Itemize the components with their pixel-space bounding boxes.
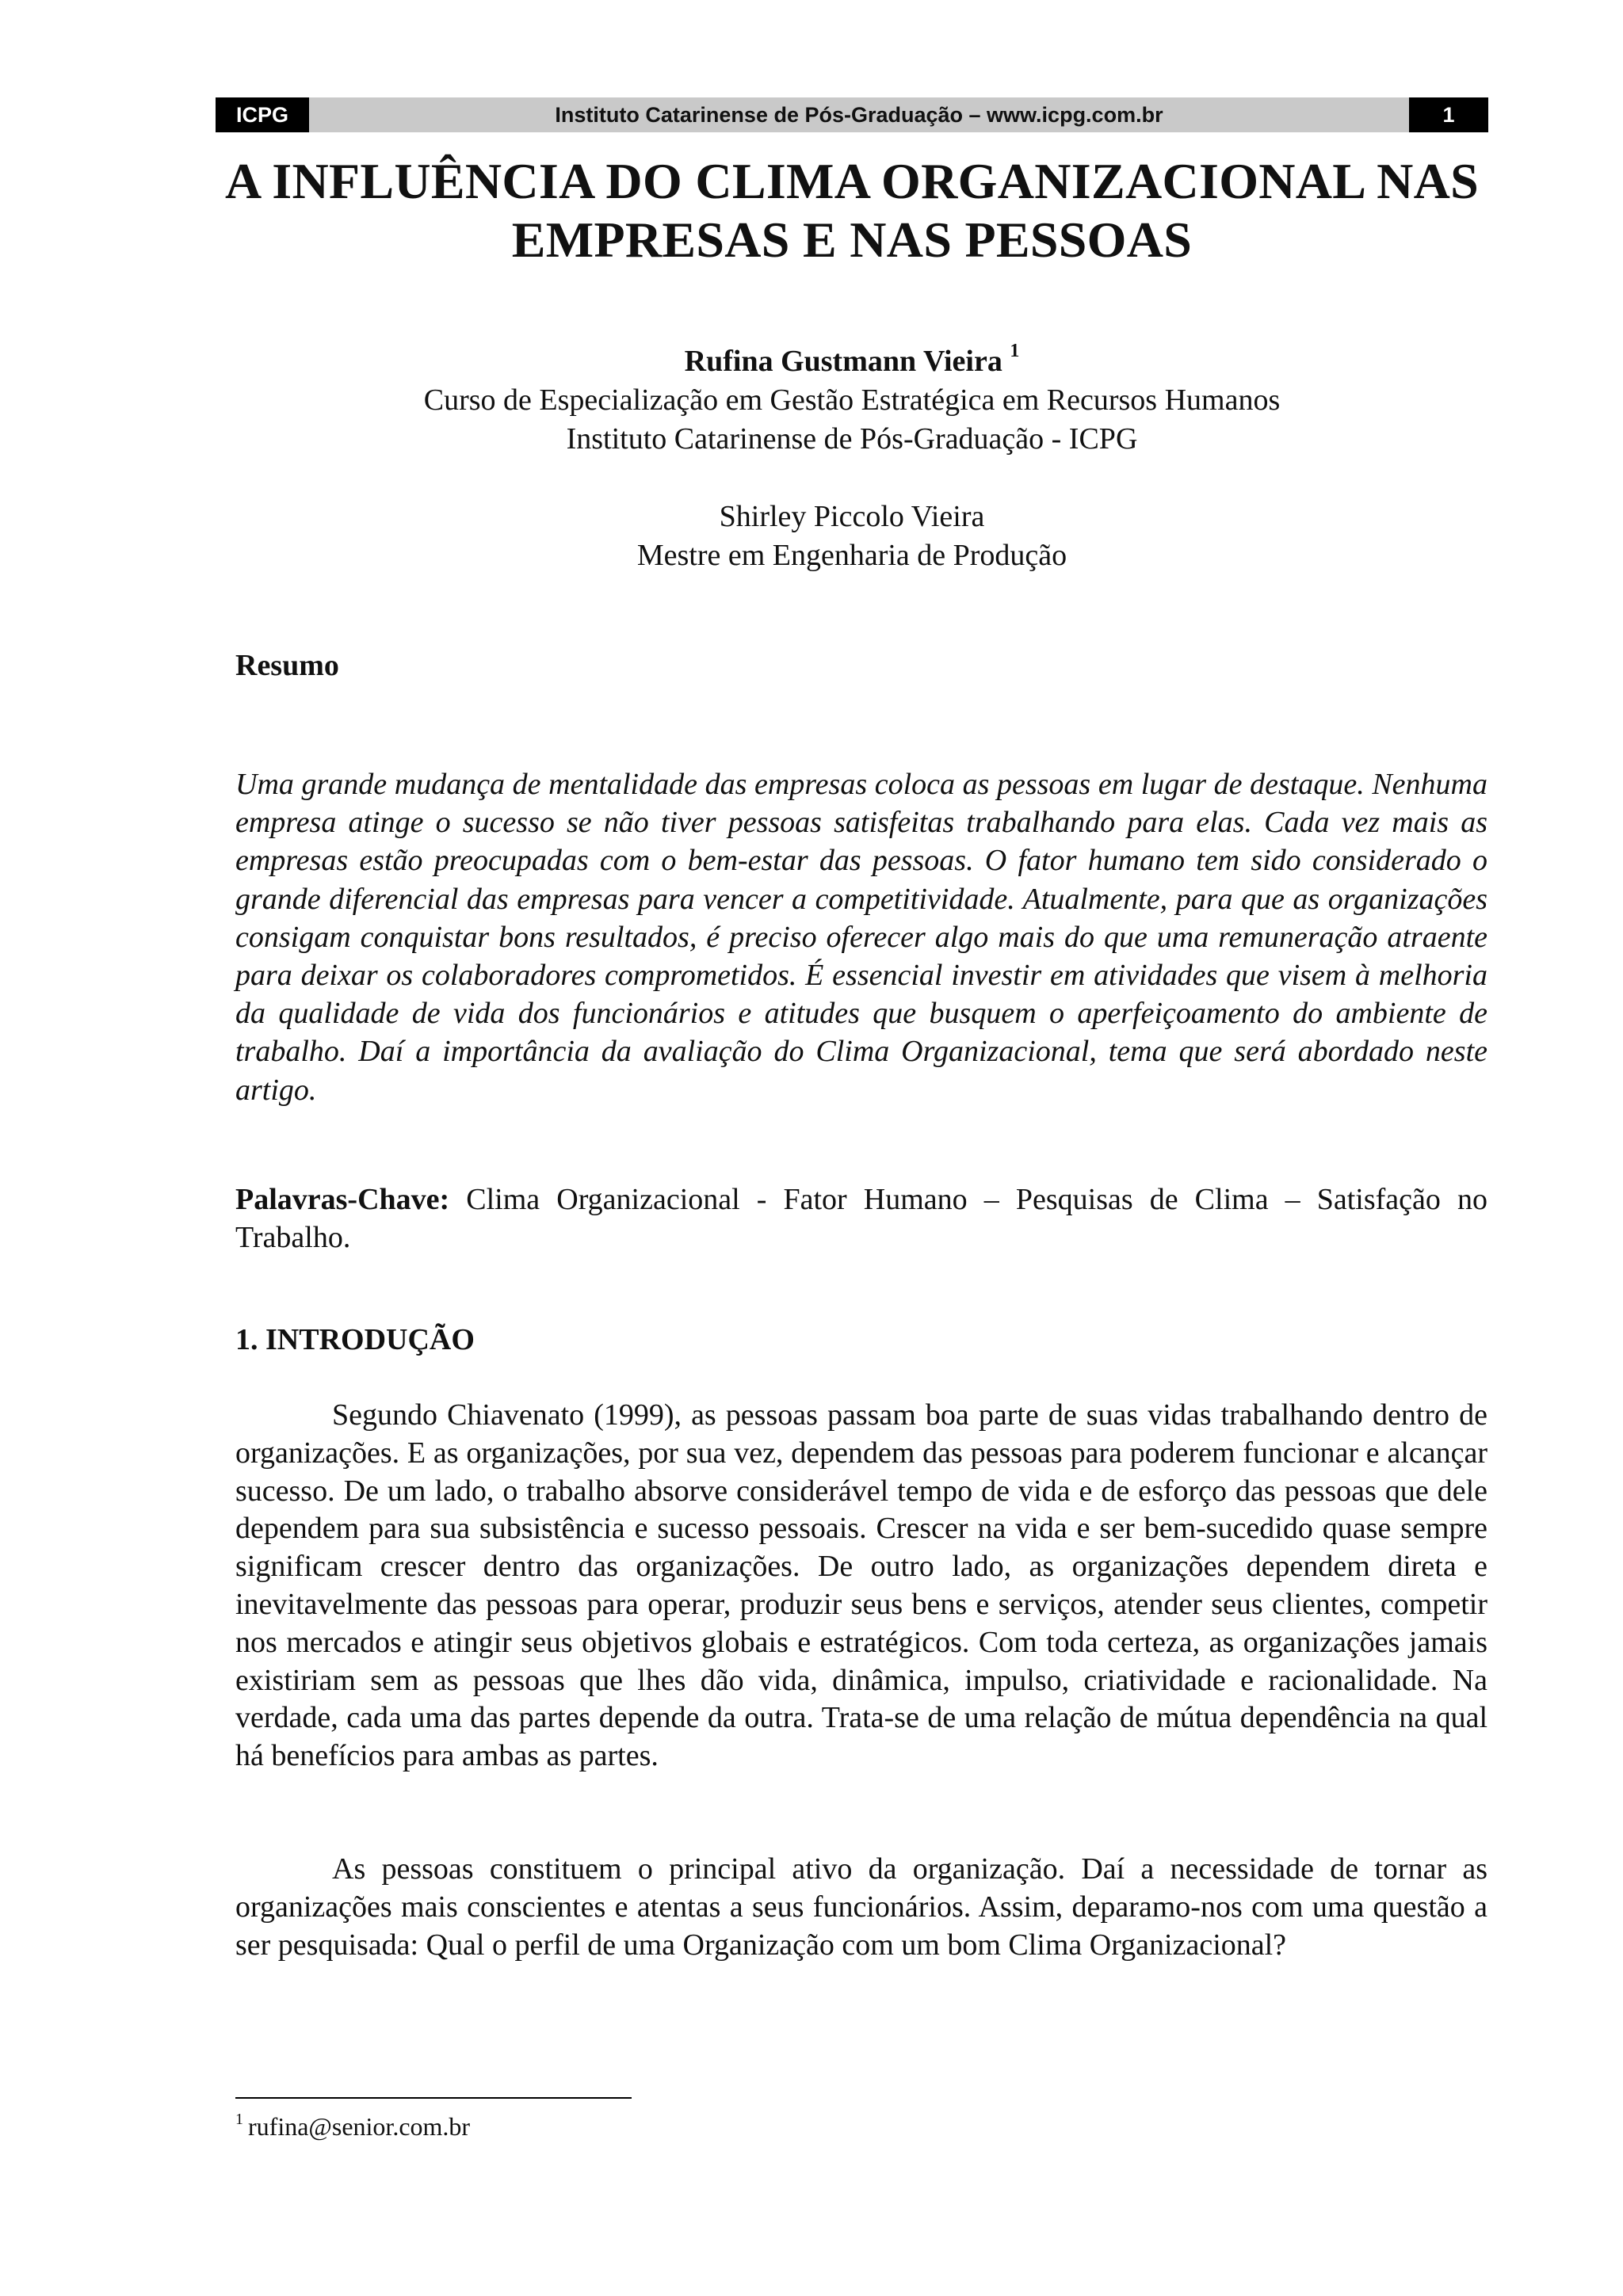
author-2-name: Shirley Piccolo Vieira: [719, 500, 985, 533]
footnote-separator: [235, 2097, 632, 2099]
footnote-email: rufina@senior.com.br: [248, 2112, 471, 2141]
keywords-label: Palavras-Chave:: [235, 1183, 450, 1216]
keywords-text: Clima Organizacional - Fator Humano – Pesquisas de Clima – Satisfação no Trabalho.: [235, 1183, 1487, 1254]
abstract-text: Uma grande mudança de mentalidade das empresas coloca as pessoas em lugar de destaque. Nenhuma empresa atinge o sucesso se não tiver pessoas satisfeitas trabalhando para elas. Cada vez mais as empresas estão preocupadas com o bem-estar das pessoas. O fator humano tem sido considerado o grande diferencial das empresas para vencer a competitividade. Atualmente, para que as organizações consigam conquistar bons resultados, é preciso oferecer algo mais do que uma remuneração atraente para deixar os colaboradores comprometidos. É essencial investir em atividades que visem à melhoria da qualidade de vida dos funcionários e atitudes que busquem o aperfeiçoamento do ambiente de trabalho. Daí a importância da avaliação do Clima Organizacional, tema que será abordado neste artigo.: [235, 768, 1487, 1107]
author-block: [216, 342, 1488, 575]
introduction-heading: 1. INTRODUÇÃO: [235, 1323, 475, 1356]
running-header: [216, 97, 1488, 132]
author-spacer: [216, 459, 1488, 498]
introduction-paragraph-2: As pessoas constituem o principal ativo da organização. Daí a necessidade de tornar as organizações mais conscientes e atentas a seus funcionários. Assim, deparamo-nos com uma questão a ser pesquisada: Qual o perfil de uma Organização com um bom Clima Organizacional?: [235, 1852, 1487, 1962]
footnote: [235, 2111, 470, 2142]
introduction-paragraph-1: Segundo Chiavenato (1999), as pessoas passam boa parte de suas vidas trabalhando dentro de organizações. E as organizações, por sua vez, dependem das pessoas para poderem funcionar e alcançar sucesso. De um lado, o trabalho absorve considerável tempo de vida e de esforço das pessoas que dele dependem para sua subsistência e sucesso pessoais. Crescer na vida e ser bem-sucedido quase sempre significam crescer dentro das organizações. De outro lado, as organizações dependem direta e inevitavelmente das pessoas para operar, produzir seus bens e serviços, atender seus clientes, competir nos mercados e atingir seus objetivos globais e estratégicos. Com toda certeza, as organizações jamais existiriam sem as pessoas que lhes dão vida, dinâmica, impulso, criatividade e racionalidade. Na verdade, cada uma das partes depende da outra. Trata-se de uma relação de mútua dependência na qual há benefícios para ambas as partes.: [235, 1398, 1487, 1773]
footnote-marker: 1: [235, 2111, 243, 2128]
author-2-title: Mestre em Engenharia de Produção: [636, 539, 1067, 572]
title-line-2: EMPRESAS E NAS PESSOAS: [511, 212, 1193, 269]
abstract-heading: Resumo: [235, 649, 339, 682]
author-1-name-line: [216, 342, 1488, 381]
author-1-course: Curso de Especialização em Gestão Estratégica em Recursos Humanos: [423, 383, 1281, 417]
author-1-institution: Instituto Catarinense de Pós-Graduação - ICPG: [566, 422, 1138, 456]
paper-title: [198, 152, 1506, 269]
keywords: [235, 1180, 1487, 1257]
author-1-footnote-marker: 1: [1010, 341, 1020, 361]
title-line-1: A INFLUÊNCIA DO CLIMA ORGANIZACIONAL NAS: [225, 153, 1479, 209]
header-journal-name: Instituto Catarinense de Pós-Graduação – www.icpg.com.br: [555, 102, 1163, 127]
header-journal-abbrev: ICPG: [216, 97, 309, 132]
author-1-name: Rufina Gustmann Vieira: [684, 345, 1002, 378]
page-number: 1: [1409, 97, 1488, 132]
